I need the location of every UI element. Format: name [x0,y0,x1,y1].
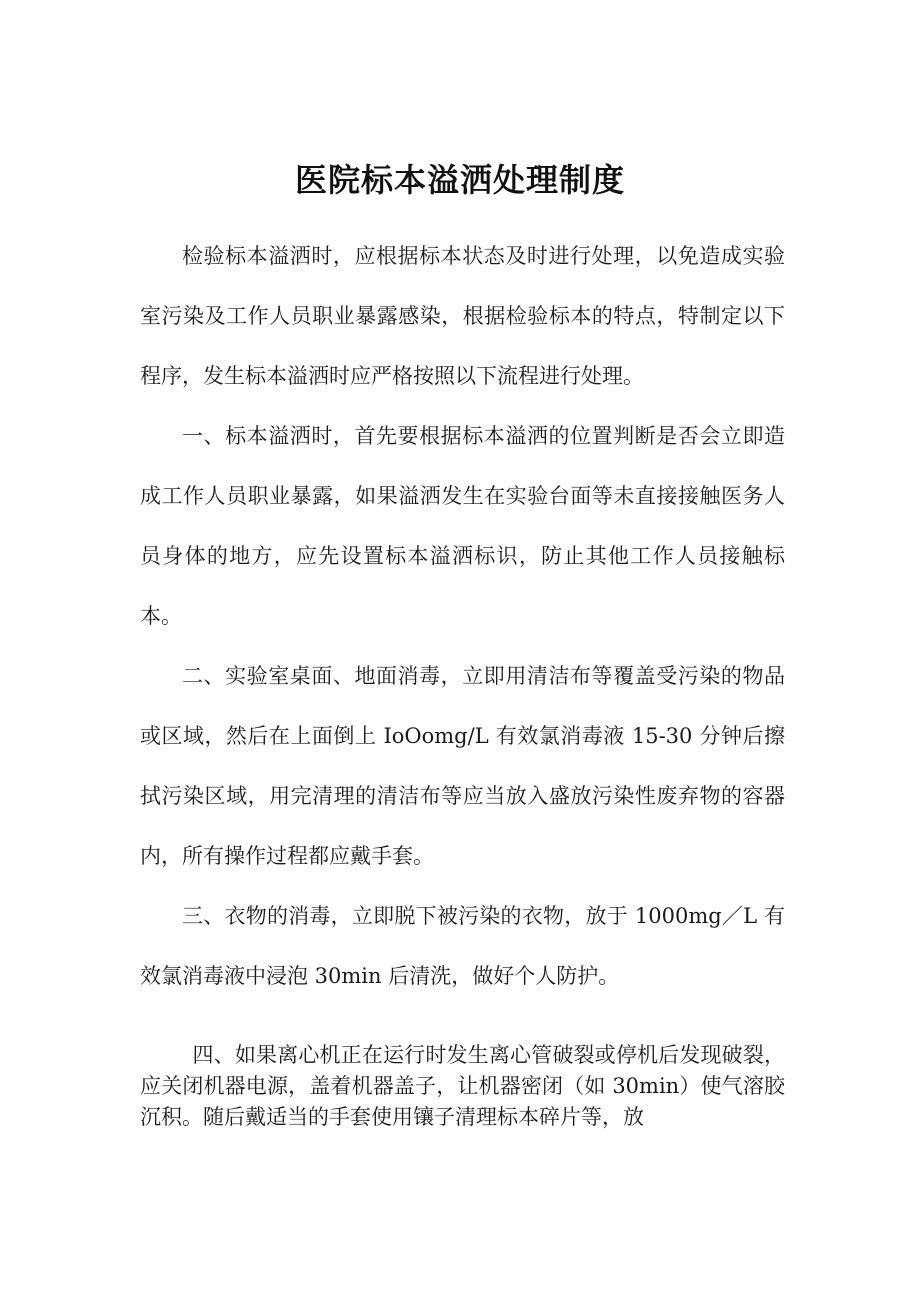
paragraph-section-2: 二、实验室桌面、地面消毒，立即用清洁布等覆盖受污染的物品或区域，然后在上面倒上 IoOomg/L 有效氯消毒液 15-30 分钟后擦拭污染区域，用完清理的清洁布等应当放入盛放污染性废弃物的容器内，所有操作过程都应戴手套。 [140,664,785,868]
paragraph-section-3: 三、衣物的消毒，立即脱下被污染的衣物，放于 1000mg／L 有效氯消毒液中浸泡 30min 后清洗，做好个人防护。 [140,904,785,988]
paragraph-section-1: 一、标本溢洒时，首先要根据标本溢洒的位置判断是否会立即造成工作人员职业暴露，如果溢洒发生在实验台面等未直接接触医务人员身体的地方，应先设置标本溢洒标识，防止其他工作人员接触标本。 [140,424,785,628]
document-title: 医院标本溢洒处理制度 [294,161,625,200]
paragraph-section-4: 四、如果离心机正在运行时发生离心管破裂或停机后发现破裂，应关闭机器电源，盖着机器盖子，让机器密闭（如 30min）使气溶胶沉积。随后戴适当的手套使用镶子清理标本碎片等，放 [140,1043,785,1129]
paragraph-intro: 检验标本溢洒时，应根据标本状态及时进行处理，以免造成实验室污染及工作人员职业暴露感染，根据检验标本的特点，特制定以下程序，发生标本溢洒时应严格按照以下流程进行处理。 [140,244,785,388]
